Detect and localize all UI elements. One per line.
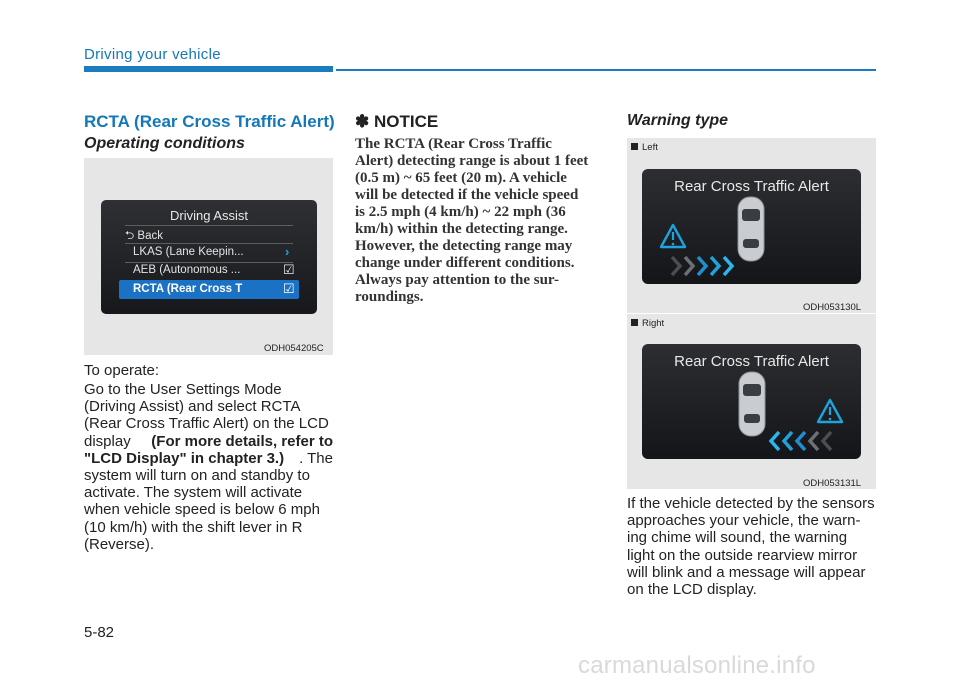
text-line: on the LCD display.: [627, 581, 757, 599]
watermark: carmanualsonline.info: [578, 652, 816, 679]
text-line: (Reverse).: [84, 535, 155, 553]
text-span-bold: (For more details, refer to: [151, 432, 333, 450]
menu-item-rcta: RCTA (Rear Cross T: [133, 283, 243, 295]
text-line: (Driving Assist) and select RCTA: [84, 398, 301, 416]
left-label-text: Left: [642, 142, 658, 153]
header-bar: [84, 66, 333, 72]
chevrons-left-icon: [771, 432, 831, 450]
menu-item-lkas: LKAS (Lane Keepin...: [133, 246, 244, 258]
text-line: when vehicle speed is below 6 mph: [84, 501, 320, 519]
menu-item-aeb: AEB (Autonomous ...: [133, 264, 241, 276]
right-figure-code: ODH053131L: [803, 478, 862, 489]
right-alert-screen: [642, 344, 861, 459]
to-operate-label: To operate:: [84, 362, 160, 379]
chevrons-right-icon: [672, 257, 732, 275]
operating-conditions-heading: Operating conditions: [84, 135, 245, 152]
left-alert-screen: [642, 169, 861, 284]
text-line: (10 km/h) with the shift lever in R: [84, 518, 303, 536]
notice-line: (0.5 m) ~ 65 feet (20 m). A vehicle: [355, 170, 567, 186]
notice-line: The RCTA (Rear Cross Traffic: [355, 136, 552, 152]
text-line: light on the outside rearview mirror: [627, 546, 858, 564]
menu-item-back: ⮌ Back: [125, 230, 163, 242]
rcta-heading: RCTA (Rear Cross Traffic Alert): [84, 112, 335, 131]
right-label: [631, 318, 664, 329]
notice-body: [355, 136, 604, 306]
square-bullet-icon: [631, 143, 638, 150]
notice-line: change under different conditions.: [355, 255, 575, 271]
notice-line: is 2.5 mph (4 km/h) ~ 22 mph (36: [355, 204, 566, 220]
driving-assist-screen: [101, 200, 317, 314]
warning-triangle-icon: [661, 225, 685, 247]
screen-title: Driving Assist: [169, 208, 249, 223]
text-line: [84, 433, 333, 450]
text-span-bold: "LCD Display" in chapter 3.): [84, 449, 285, 467]
left-alert-graphic: [642, 169, 861, 284]
chevron-right-icon: ›: [285, 244, 290, 259]
text-line: Go to the User Settings Mode: [84, 381, 282, 398]
text-line: If the vehicle detected by the sensors: [627, 495, 875, 512]
operate-paragraph: [84, 381, 333, 553]
left-figure-code: ODH053130L: [803, 302, 862, 313]
section-title: Driving your vehicle: [84, 46, 221, 63]
text-span: display: [84, 432, 131, 450]
text-line: (Rear Cross Traffic Alert) on the LCD: [84, 415, 329, 433]
menu-divider: [125, 262, 293, 263]
notice-line: Alert) detecting range is about 1 feet: [355, 153, 589, 169]
notice-line: km/h) within the detecting range.: [355, 221, 568, 237]
warning-triangle-icon: [818, 400, 842, 422]
page-number: 5-82: [84, 624, 115, 641]
text-line: system will turn on and standby to: [84, 467, 310, 485]
text-line: ing chime will sound, the warning: [627, 529, 848, 547]
text-line: activate. The system will activate: [84, 484, 303, 502]
alert-screen-title: Rear Cross Traffic Alert: [674, 353, 829, 370]
notice-line: Always pay attention to the sur-: [355, 272, 560, 288]
menu-divider: [125, 225, 293, 226]
car-top-view-icon: [739, 372, 765, 436]
text-line: [84, 450, 333, 467]
menu-divider: [125, 243, 293, 244]
text-line: will blink and a message will appear: [627, 563, 866, 581]
warning-paragraph: [627, 495, 876, 598]
left-label: [631, 142, 658, 153]
figure-code: ODH054205C: [264, 343, 324, 354]
checkbox-checked-icon: ☑: [283, 281, 295, 296]
alert-screen-title: Rear Cross Traffic Alert: [674, 178, 829, 195]
square-bullet-icon: [631, 319, 638, 326]
car-top-view-icon: [738, 197, 764, 261]
notice-line: will be detected if the vehicle speed: [355, 187, 579, 203]
text-line: approaches your vehicle, the warn-: [627, 512, 861, 530]
notice-line: roundings.: [355, 289, 424, 305]
notice-title: ✽ NOTICE: [355, 112, 439, 131]
checkbox-checked-icon: ☑: [283, 262, 295, 277]
right-label-text: Right: [642, 318, 665, 329]
text-span: . The: [299, 449, 333, 467]
warning-type-heading: Warning type: [627, 112, 729, 129]
right-alert-graphic: [642, 344, 861, 459]
header-rule: [336, 69, 876, 71]
notice-line: However, the detecting range may: [355, 238, 573, 254]
